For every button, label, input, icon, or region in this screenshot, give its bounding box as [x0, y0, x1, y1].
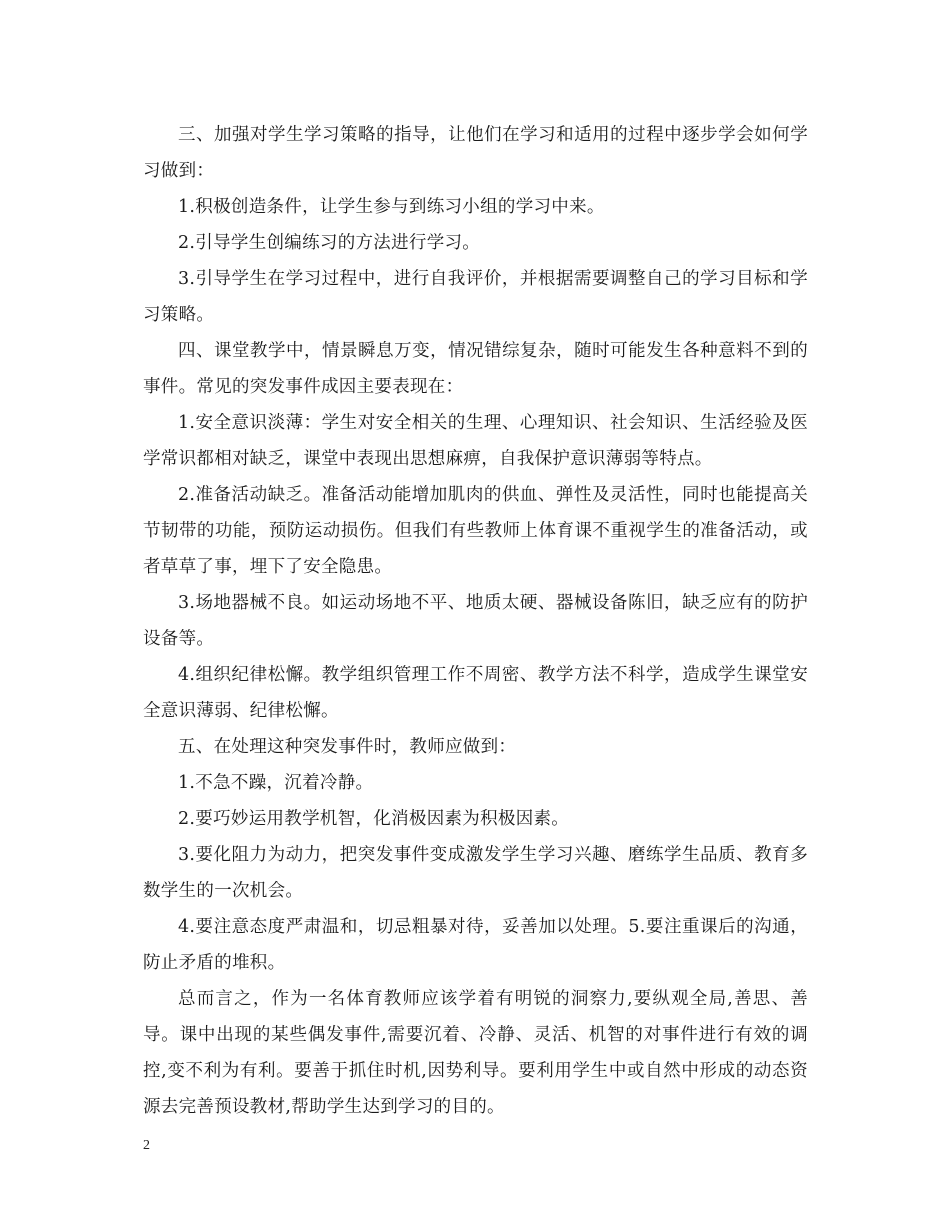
paragraph-item: 1.积极创造条件，让学生参与到练习小组的学习中来。 [178, 197, 605, 217]
paragraph-item: 2.准备活动缺乏。准备活动能增加肌肉的供血、弹性及灵活性，同时也能提高关节韧带的功能，预防运动损伤。但我们有些教师上体育课不重视学生的准备活动，或者草草了事，埋下了安全隐患。 [143, 485, 808, 577]
paragraph-item: 4.组织纪律松懈。教学组织管理工作不周密、教学方法不科学，造成学生课堂安全意识薄弱、纪律松懈。 [143, 665, 808, 721]
paragraph-item: 1.不急不躁，沉着冷静。 [178, 773, 374, 793]
document-body [143, 117, 808, 1125]
paragraph-item: 3.引导学生在学习过程中，进行自我评价，并根据需要调整自己的学习目标和学习策略。 [143, 269, 808, 325]
paragraph-item: 3.场地器械不良。如运动场地不平、地质太硬、器械设备陈旧，缺乏应有的防护设备等。 [143, 593, 808, 649]
paragraph-section-three-heading: 三、加强对学生学习策略的指导，让他们在学习和适用的过程中逐步学会如何学习做到： [143, 125, 808, 181]
paragraph-item: 3.要化阻力为动力，把突发事件变成激发学生学习兴趣、磨练学生品质、教育多数学生的一次机会。 [143, 845, 808, 901]
paragraph-item: 2.引导学生创编练习的方法进行学习。 [178, 233, 481, 253]
paragraph-section-four-heading: 四、课堂教学中，情景瞬息万变，情况错综复杂，随时可能发生各种意料不到的事件。常见的突发事件成因主要表现在： [143, 341, 808, 397]
page-number: 2 [143, 1138, 150, 1153]
paragraph-conclusion: 总而言之，作为一名体育教师应该学着有明锐的洞察力,要纵观全局,善思、善导。课中出现的某些偶发事件,需要沉着、冷静、灵活、机智的对事件进行有效的调控,变不利为有利。要善于抓住时机,因势利导。要利用学生中或自然中形成的动态资源去完善预设教材,帮助学生达到学习的目的。 [143, 989, 808, 1117]
paragraph-item: 2.要巧妙运用教学机智，化消极因素为积极因素。 [178, 809, 570, 829]
paragraph-item: 1.安全意识淡薄：学生对安全相关的生理、心理知识、社会知识、生活经验及医学常识都相对缺乏，课堂中表现出思想麻痹，自我保护意识薄弱等特点。 [143, 413, 808, 469]
paragraph-item: 4.要注意态度严肃温和，切忌粗暴对待，妥善加以处理。5.要注重课后的沟通，防止矛盾的堆积。 [143, 917, 808, 973]
paragraph-section-five-heading: 五、在处理这种突发事件时，教师应做到： [178, 737, 517, 757]
